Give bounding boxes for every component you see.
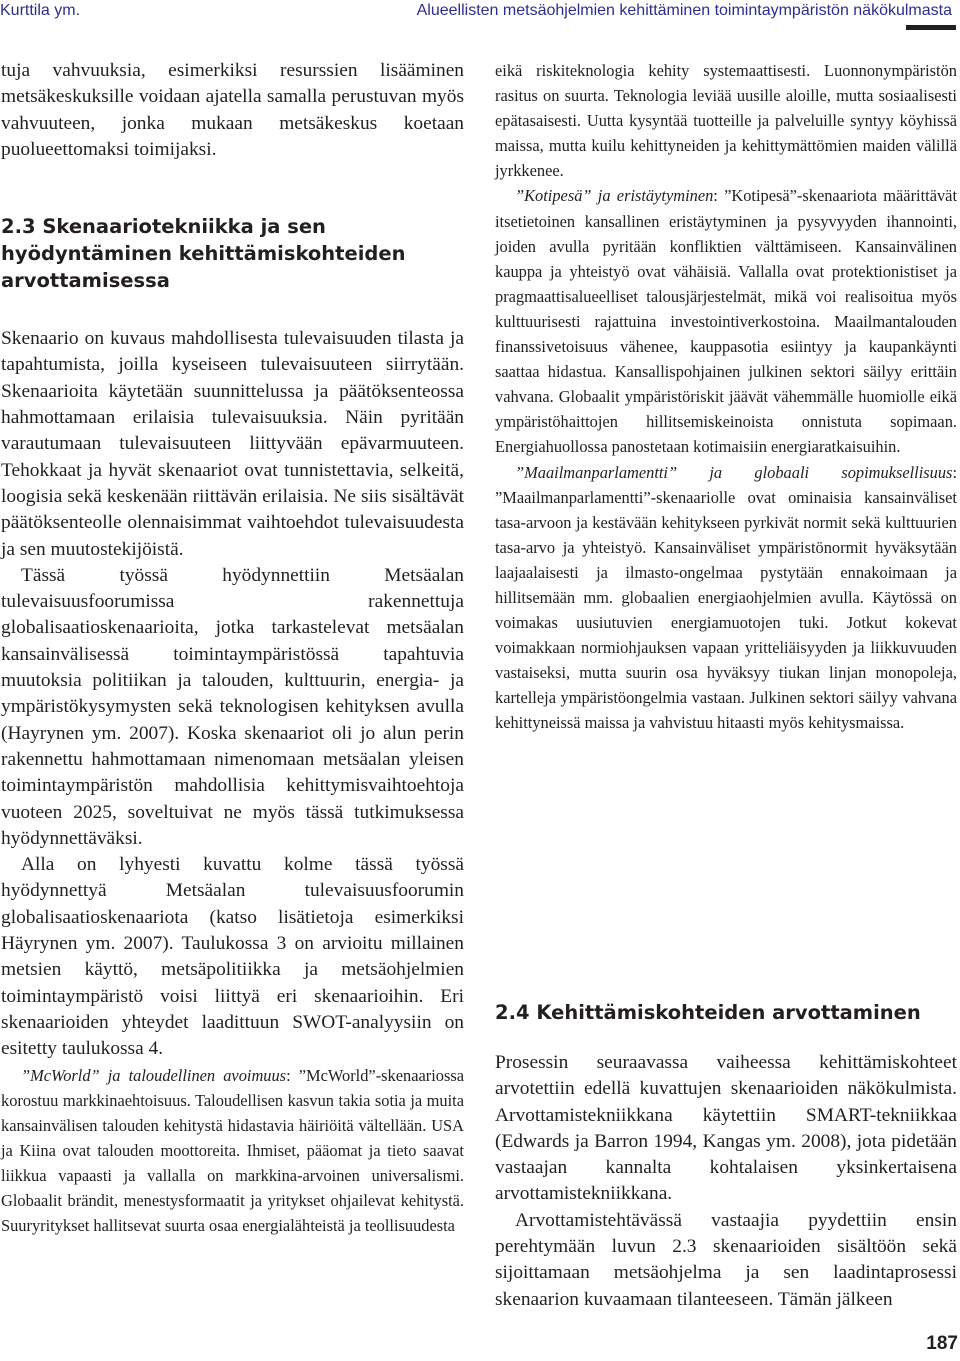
body-paragraph: eikä riskiteknologia kehity systemaattisesti. Luonnonympäristön rasitus on suurta. Teknologia leviää uusille aloille, mutta sosiaalisesti epätasaisesti. Uutta kysyntää tuotteille ja palveluille syntyy köyhissä maissa, mutta kuilu kehittyneiden ja kehittymättömien maiden välillä jyrkkenee. [495, 61, 957, 181]
scenario-text: : ”Maailmanparlamentti”-skenaariolle ovat ominaisia kansainväliset tasa-arvoon ja kestävään kehitykseen pyrkivät normit sekä kulttuurien tasa-arvo ja yhteistyö. Kansainväliset ympäristönormit hyväksytään laajaalaisesti ja ilmasto-ongelmaa pystytään ennakoimaan ja hillitsemään mm. globaalien energiaohjelmien avulla. Käytössä on voimakas uusiutuvien energiamuotojen tuki. Jotkut kokevat voimakkaan normiohjauksen vapaan yritteliäisyyden ja liikkuvuuden vastaiseksi, mutta suurin osa hyväksyy tiukan linjan monopoleja, kartelleja ympäristöongelmia vastaan. Julkinen sektori säilyy vahvana kehittyneissä maissa ja vahvistuu hitaasti myös kehitysmaissa. [495, 462, 957, 733]
body-paragraph: Skenaario on kuvaus mahdollisesta tulevaisuuden tilasta ja tapahtumista, joilla kyseiseen tulevaisuuteen siirrytään. Skenaarioita käytetään suunnittelussa ja päätöksenteossa hahmottamaan erilaisia tulevaisuuksia. Näin pyritään varautumaan tulevaisuuteen liittyvään epävarmuuteen. Tehokkaat ja hyvät skenaariot ovat tunnistettavia, selkeitä, loogisia sekä keskenään riittävän erilaisia. Ne siis sisältävät päätöksenteolle olennaisimmat vaihtoehdot tulevaisuudesta ja sen muutostekijöistä. [1, 328, 464, 560]
page-number: 187 [926, 1333, 958, 1354]
header-authors: Kurttila ym. [0, 2, 81, 19]
section-heading-2-3: 2.3 Skenaariotekniikka ja sen hyödyntäminen kehittämiskohteiden arvottamisessa [1, 215, 406, 293]
right-column [495, 58, 957, 736]
left-column [1, 58, 464, 1238]
right-column-lower [495, 1050, 957, 1313]
scenario-text: : ”Kotipesä”-skenaariota määrittävät itsetietoinen kansallinen eristäytyminen ja pysyvyyden ihannointi, joiden avulla pyritään konfliktien välttämiseen. Kansainvälinen kauppa ja yhteistyö ovat vähäisiä. Vallalla ovat protektionistiset ja pragmaattisalueelliset talousjärjestelmät, mikä voi realisoitua myös kulttuurisesti rajattuina investointiverkostoina. Maailmantalouden finanssivetoisuus vähenee, kauppasotia esiintyy ja kaupankäynti saattaa hidastua. Kansallispohjainen julkinen sektori säilyy erittäin vahvana. Globaalit ympäristöriskit jäävät vähemmälle huomiolle eikä ympäristöhaittojen hillitsemiskeinoista onnistuta sopimaan. Energiahuollossa panostetaan kotimaisiin energiaratkaisuihin. [495, 186, 958, 457]
scenario-kotipesa [495, 183, 957, 459]
scenario-title: ”Kotipesä” ja eristäytyminen [515, 186, 714, 206]
running-header [0, 0, 960, 30]
header-article-title: Alueellisten metsäohjelmien kehittäminen toimintaympäristön näkökulmasta [416, 2, 952, 19]
body-paragraph: Arvottamistehtävässä vastaajia pyydettiin ensin perehtymään luvun 2.3 skenaarioiden sisältöön sekä sijoittamaan metsäohjelma ja sen laadintaprosessi skenaarion kuvaamaan tilanteeseen. Tämän jälkeen [495, 1209, 957, 1310]
scenario-text: : ”McWorld”-skenaariossa korostuu markkinaehtoisuus. Taloudellisen kasvun takia sotia ja muita kansainvälisen talouden kehitystä hidastavia häiriöitä vältellään. USA ja Kiina ovat talouden moottoreita. Ihmiset, pääomat ja tieto saavat liikkua vapaasti ja vallalla on markkina-arvoinen universalismi. Globaalit brändit, menestysformaatit ja yritykset ohjailevat kehitystä. Suuryritykset hallitsevat suurta osaa energialähteistä ja teollisuudesta [1, 1065, 464, 1236]
body-paragraph: Prosessin seuraavassa vaiheessa kehittämiskohteet arvotettiin edellä kuvattujen skenaarioiden näkökulmista. Arvottamistekniikkana käytettiin SMART-tekniikkaa (Edwards ja Barron 1994, Kangas ym. 2008), jota pidetään vastaajan kannalta kohtalaisen yksinkertaisena arvottamistekniikkana. [495, 1052, 957, 1205]
scenario-mcworld [1, 1063, 464, 1239]
scenario-title: ”McWorld” ja taloudellinen avoimuus [21, 1065, 287, 1085]
scenario-title: ”Maailmanparlamentti” ja globaali sopimuksellisuus [515, 462, 953, 482]
header-rule [906, 25, 956, 30]
body-paragraph: Tässä työssä hyödynnettiin Metsäalan tulevaisuusfoorumissa rakennettuja globalisaatioskenaarioita, jotka tarkastelevat metsäalan kansainvälisessä toimintaympäristössä tapahtuvia muutoksia politiikan ja talouden, kulttuurin, energia- ja ympäristökysymysten sekä teknologisen kehityksen avulla (Hayrynen ym. 2007). Koska skenaariot oli jo alun perin rakennettu hahmottamaan nimenomaan metsäalan yleisen toimintaympäristön mahdollisia kehittymisvaihtoehtoja vuoteen 2025, soveltuivat ne myös tässä tutkimuksessa hyödynnettäväksi. [1, 564, 464, 849]
scenario-maailmanparlamentti [495, 460, 957, 736]
section-heading-2-4: 2.4 Kehittämiskohteiden arvottaminen [495, 1001, 921, 1024]
body-paragraph: Alla on lyhyesti kuvattu kolme tässä työssä hyödynnettyä Metsäalan tulevaisuusfoorumin globalisaatioskenaariota (katso lisätietoja esimerkiksi Häyrynen ym. 2007). Taulukossa 3 on arvioitu millainen metsien käyttö, metsäpolitiikka ja metsäohjelmien toimintaympäristö voisi liittyä eri skenaarioihin. Eri skenaarioiden yhteydet laadittuun SWOT-analyysiin on esitetty taulukossa 4. [1, 854, 464, 1060]
body-paragraph: tuja vahvuuksia, esimerkiksi resurssien lisääminen metsäkeskuksille voidaan ajatella samalla perustuvan myös vahvuuteen, jonka mukaan metsäkeskus koetaan puolueettomaksi toimijaksi. [1, 60, 464, 160]
